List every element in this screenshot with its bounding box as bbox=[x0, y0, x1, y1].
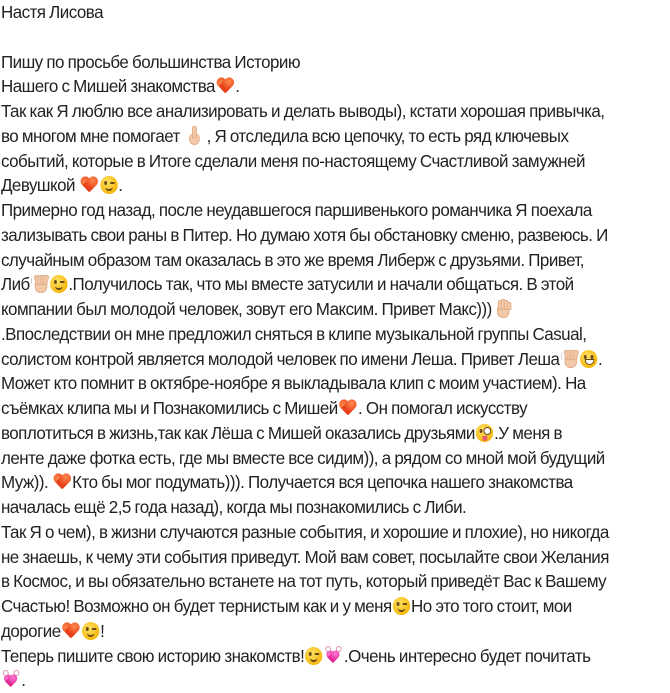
winking-face-icon bbox=[50, 275, 67, 293]
pink-heart-icon bbox=[325, 646, 343, 665]
winking-face-icon bbox=[100, 176, 117, 194]
text-segment: .Очень интересно будет почитать bbox=[343, 645, 591, 666]
text-segment: Пишу по просьбе большинства Историю bbox=[0, 51, 301, 72]
text-segment: Девушкой bbox=[0, 175, 79, 196]
text-line bbox=[1, 248, 647, 273]
text-segment: Либ bbox=[0, 274, 30, 295]
text-line bbox=[1, 495, 647, 520]
text-segment: ! bbox=[100, 620, 105, 641]
text-line bbox=[1, 322, 647, 347]
orange-heart-icon bbox=[53, 472, 71, 491]
text-segment: . Он помогал искусству bbox=[358, 398, 528, 418]
text-segment: Но это того стоит, мои bbox=[410, 596, 572, 616]
text-segment: Так как Я люблю все анализировать и делать выводы), кстати хорошая привычка, bbox=[0, 101, 605, 121]
text-segment: Нашего с Мишей знакомства bbox=[0, 76, 215, 97]
text-segment: .Получилось так, что мы вместе затусили и начали общаться. В этой bbox=[68, 274, 574, 295]
text-segment: зализывать свои раны в Питер. Но думаю хотя бы обстановку сменю, развеюсь. И bbox=[0, 224, 608, 245]
text-line bbox=[1, 74, 647, 99]
text-segment: ленте даже фотка есть, где мы вместе все сидим)), а рядом со мной мой будущий bbox=[0, 447, 605, 468]
orange-heart-icon bbox=[62, 621, 80, 640]
winking-face-icon bbox=[82, 622, 99, 640]
text-line bbox=[1, 446, 647, 471]
text-segment: воплотиться в жизнь,так как Лёша с Мишей оказались друзьями bbox=[0, 422, 475, 443]
text-segment: Примерно год назад, после неудавшегося паршивенького романчика Я поехала bbox=[0, 200, 592, 220]
text-line bbox=[1, 619, 647, 644]
text-line bbox=[1, 272, 647, 297]
text-line bbox=[1, 173, 647, 198]
text-segment: Счастью! Возможно он будет тернистым как и у меня bbox=[0, 596, 392, 616]
text-line bbox=[1, 545, 647, 570]
pink-heart-icon bbox=[2, 670, 20, 689]
text-segment: случайным образом там оказалась в это же время Либерж с друзьями. Привет, bbox=[0, 249, 584, 270]
text-segment: компании был молодой человек, зовут его Максим. Привет Макс))) bbox=[0, 299, 492, 319]
text-line bbox=[1, 124, 647, 149]
text-segment: не знаешь, к чему эти события приведут. Мой вам совет, посылайте свои Желания bbox=[0, 546, 609, 567]
text-segment: .Впоследствии он мне предложил сняться в клипе музыкальной группы Casual, bbox=[0, 323, 587, 344]
text-line bbox=[1, 371, 647, 396]
orange-heart-icon bbox=[216, 76, 234, 95]
text-segment: солистом контрой является молодой человек по имени Леша. Привет Леша bbox=[0, 348, 560, 369]
text-segment: дорогие bbox=[0, 620, 61, 641]
text-line bbox=[1, 668, 647, 693]
text-segment: Теперь пишите свою историю знакомств! bbox=[0, 645, 305, 666]
waving-hand-icon bbox=[31, 274, 48, 293]
text-segment: во многом мне помогает bbox=[0, 125, 184, 146]
text-segment: Так Я о чем), в жизни случаются разные события, и хорошие и плохие), но никогда bbox=[0, 521, 609, 542]
text-line bbox=[1, 396, 647, 421]
text-segment: . bbox=[597, 348, 603, 369]
text-line bbox=[1, 594, 647, 619]
text-segment: Муж)). bbox=[0, 472, 52, 493]
text-line bbox=[1, 644, 647, 669]
text-segment: Кто бы мог подумать))). Получается вся цепочка нашего знакомства bbox=[72, 472, 573, 493]
text-segment: началась ещё 2,5 года назад), когда мы познакомились с Либи. bbox=[0, 497, 467, 517]
text-segment: . bbox=[21, 670, 26, 691]
text-segment: съёмках клипа мы и Познакомились с Мишей bbox=[0, 398, 338, 418]
text-segment: , Я отследила всю цепочку, то есть ряд ключевых bbox=[202, 125, 569, 146]
text-segment: .У меня в bbox=[494, 422, 563, 443]
text-segment: в Космос, и вы обязательно встанете на тот путь, который приведёт Вас к Вашему bbox=[0, 571, 607, 592]
text-segment: . bbox=[118, 175, 123, 196]
zany-face-icon bbox=[476, 424, 493, 442]
text-segment: . bbox=[235, 76, 240, 97]
text-segment: Может кто помнит в октябре-ноябре я выкладывала клип с моим участием). На bbox=[0, 373, 586, 394]
text-line bbox=[1, 520, 647, 545]
text-segment: событий, которые в Итоге сделали меня по-настоящему Счастливой замужней bbox=[0, 150, 585, 171]
text-line bbox=[1, 347, 647, 372]
text-line bbox=[1, 421, 647, 446]
blank-line bbox=[1, 25, 647, 50]
waving-hand-icon bbox=[560, 349, 577, 368]
winking-face-icon bbox=[393, 597, 410, 615]
grinning-face-icon bbox=[580, 350, 597, 368]
orange-heart-icon bbox=[339, 398, 357, 417]
text-line bbox=[1, 99, 647, 124]
text-line bbox=[1, 149, 647, 174]
text-line bbox=[1, 569, 647, 594]
raised-hand-icon bbox=[493, 299, 510, 318]
post-author: Настя Лисова bbox=[0, 2, 104, 22]
orange-heart-icon bbox=[80, 175, 98, 194]
text-line bbox=[1, 223, 647, 248]
text-line bbox=[1, 198, 647, 223]
text-line bbox=[1, 50, 647, 75]
text-line bbox=[1, 297, 647, 322]
index-pointing-up-icon bbox=[185, 126, 202, 145]
text-line bbox=[1, 470, 647, 495]
winking-face-icon bbox=[305, 647, 322, 665]
